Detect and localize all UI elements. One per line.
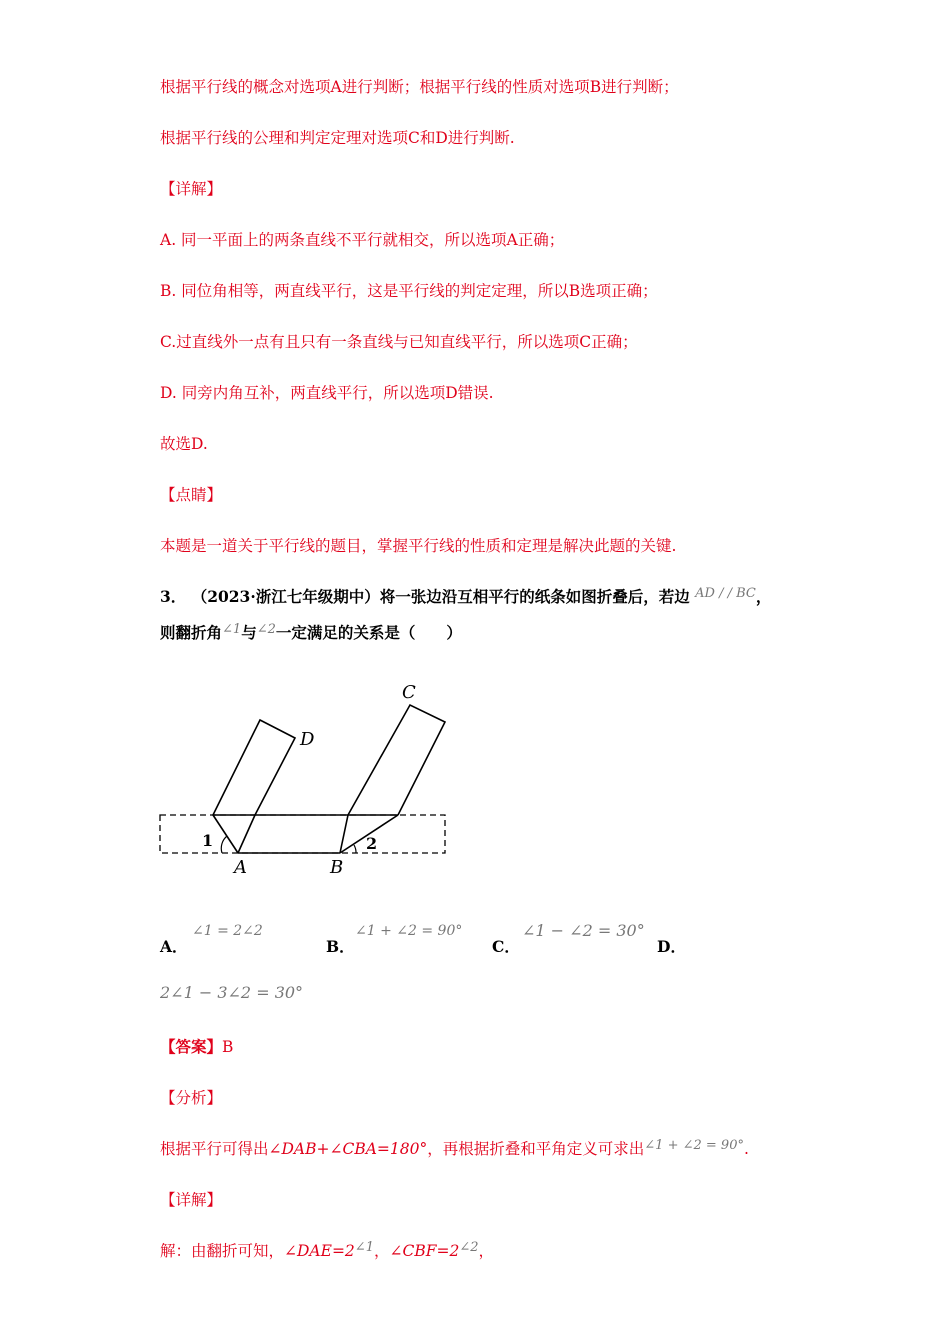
label-b: B [330, 857, 344, 878]
option-d-label[interactable]: D． [657, 937, 686, 956]
option-b-label[interactable]: B． [326, 937, 355, 956]
option-c-label[interactable]: C． [492, 937, 520, 956]
label-angle-1: 1 [202, 831, 214, 850]
solution-angle-1: ∠1 [354, 1240, 374, 1255]
right-folded-flap [348, 705, 445, 815]
solution-line [160, 1240, 494, 1264]
angle-1-arc [221, 836, 227, 853]
analysis-middle: ，再根据折叠和平角定义可求出 [427, 1140, 645, 1158]
question-number: 3． [160, 587, 187, 606]
question-source: （2023·浙江七年级期中） [191, 587, 380, 606]
angle-2-arc [354, 845, 356, 853]
option-c-math: ∠1 − ∠2 = 30° [522, 921, 645, 940]
question-text-2a: 则翻折角 [160, 623, 223, 642]
label-angle-2: 2 [366, 834, 378, 853]
option-b-math: ∠1 + ∠2 = 90° [355, 923, 463, 939]
solution-comma-1: ， [373, 1242, 390, 1260]
label-d: D [300, 729, 315, 750]
analysis-math-2: ∠1 + ∠2 = 90° [644, 1138, 744, 1153]
fold-line-a [213, 815, 238, 853]
detail-choice: 故选D. [160, 435, 208, 453]
analysis-prefix: 根据平行可得出 [160, 1140, 269, 1158]
answer-label: 【答案】 [160, 1037, 223, 1056]
angle-1-symbol: ∠1 [222, 622, 242, 637]
solution-angle-2: ∠2 [459, 1240, 479, 1255]
analysis-line-2: 根据平行线的公理和判定定理对选项C和D进行判断. [160, 129, 515, 147]
option-a-math: ∠1 = 2∠2 [192, 923, 263, 939]
option-a-label[interactable]: A． [160, 937, 188, 956]
answer-value: B [222, 1038, 234, 1056]
question-text-1: 将一张边沿互相平行的纸条如图折叠后，若边 [379, 587, 690, 606]
math-ad-parallel-bc: AD / / BC [695, 586, 756, 601]
comment-text: 本题是一道关于平行线的题目，掌握平行线的性质和定理是解决此题的关键. [160, 537, 677, 555]
analysis-heading: 【分析】 [160, 1089, 223, 1107]
detail-option-a: A. 同一平面上的两条直线不平行就相交，所以选项A正确； [160, 231, 565, 249]
fold-line-a2 [238, 815, 255, 853]
left-folded-flap [213, 720, 295, 815]
folded-strip-figure [150, 670, 460, 885]
analysis-line-1: 根据平行线的概念对选项A进行判断；根据平行线的性质对选项B进行判断； [160, 78, 679, 96]
question-comma: ， [755, 587, 772, 606]
detail-heading: 【详解】 [160, 180, 223, 198]
analysis-suffix: . [743, 1140, 749, 1158]
label-a: A [234, 857, 247, 878]
analysis-math-1: ∠DAB+∠CBA=180° [268, 1140, 428, 1158]
detail-option-b: B. 同位角相等，两直线平行，这是平行线的判定定理，所以B选项正确； [160, 282, 658, 300]
question-line-2 [160, 622, 462, 646]
fold-line-b [340, 815, 348, 853]
detail-heading-2: 【详解】 [160, 1191, 223, 1209]
detail-option-c: C.过直线外一点有且只有一条直线与已知直线平行，所以选项C正确； [160, 333, 638, 351]
detail-option-d: D. 同旁内角互补，两直线平行，所以选项D错误. [160, 384, 494, 402]
solution-dae: ∠DAE=2 [284, 1242, 355, 1260]
answer-line [160, 1036, 233, 1058]
question-line-1 [160, 586, 771, 610]
question-text-2c: 一定满足的关系是（ ） [275, 623, 462, 642]
analysis-line [160, 1138, 749, 1162]
comment-heading: 【点睛】 [160, 486, 223, 504]
solution-comma-2: ， [478, 1242, 495, 1260]
solution-cbf: ∠CBF=2 [389, 1242, 460, 1260]
angle-2-symbol: ∠2 [256, 622, 276, 637]
solution-prefix: 解：由翻折可知， [160, 1242, 285, 1260]
question-text-2b: 与 [241, 623, 257, 642]
label-c: C [402, 682, 416, 703]
option-d-math: 2∠1 − 3∠2 = 30° [160, 983, 304, 1002]
